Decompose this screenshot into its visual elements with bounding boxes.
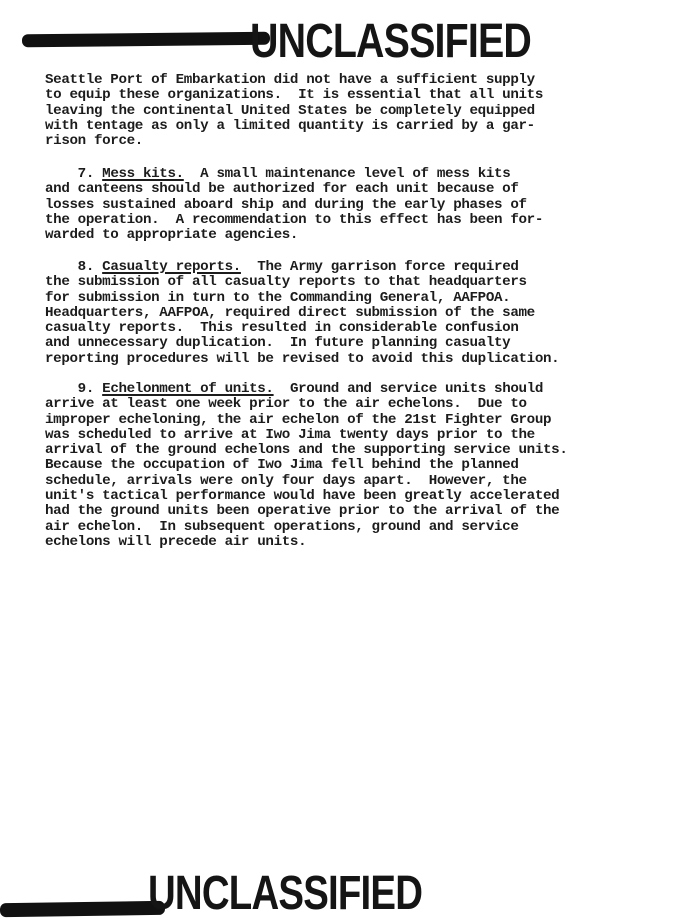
text-line: Headquarters, AAFPOA, required direct submission of the same (45, 304, 535, 321)
text-fragment: The Army garrison force required (257, 259, 519, 275)
text-line: casualty reports. This resulted in considerable confusion (45, 320, 519, 337)
paragraph-first-line (45, 260, 665, 275)
paragraph-mess-kits (45, 167, 665, 243)
text-fragment: A small maintenance level of mess kits (200, 166, 511, 182)
text-line: the operation. A recommendation to this effect has been for- (45, 211, 543, 228)
classification-stamp-bottom: UNCLASSIFIED (148, 867, 423, 920)
paragraph-heading: Casualty reports. (102, 259, 241, 275)
text-line: was scheduled to arrive at Iwo Jima twenty days prior to the (45, 426, 535, 443)
text-line: improper echeloning, the air echelon of the 21st Fighter Group (45, 411, 552, 428)
text-line: rison force. (45, 133, 143, 150)
text-line: reporting procedures will be revised to avoid this duplication. (45, 350, 560, 367)
text-line: and unnecessary duplication. In future planning casualty (45, 335, 511, 352)
paragraph-heading: Mess kits. (102, 166, 184, 182)
redaction-bar-bottom (0, 901, 165, 917)
text-line: to equip these organizations. It is essential that all units (45, 87, 543, 104)
text-line: arrival of the ground echelons and the supporting service units. (45, 442, 568, 459)
paragraph-heading: Echelonment of units. (102, 381, 274, 397)
text-line: Seattle Port of Embarkation did not have a sufficient supply (45, 72, 535, 88)
text-line: for submission in turn to the Commanding General, AAFPOA. (45, 289, 511, 306)
paragraph-number: 9. (77, 381, 94, 397)
text-line: with tentage as only a limited quantity is carried by a gar- (45, 117, 535, 134)
classification-stamp-top: UNCLASSIFIED (250, 15, 532, 68)
text-line: and canteens should be authorized for each unit because of (45, 181, 519, 198)
text-line: Because the occupation of Iwo Jima fell behind the planned (45, 457, 519, 474)
text-line: leaving the continental United States be completely equipped (45, 102, 535, 119)
paragraph-first-line (45, 167, 665, 182)
paragraph-echelonment (45, 382, 665, 550)
redaction-bar-top (22, 32, 270, 48)
text-line: schedule, arrivals were only four days apart. However, the (45, 472, 527, 489)
text-line: had the ground units been operative prior to the arrival of the (45, 503, 560, 520)
paragraph-casualty-reports (45, 260, 665, 367)
text-line: unit's tactical performance would have been greatly accelerated (45, 488, 560, 505)
text-line: the submission of all casualty reports to that headquarters (45, 274, 527, 291)
paragraph-number: 8. (77, 259, 94, 275)
text-fragment: Ground and service units should (289, 381, 544, 397)
text-line: echelons will precede air units. (45, 533, 307, 550)
text-line: arrive at least one week prior to the air echelons. Due to (45, 396, 527, 413)
text-line: losses sustained aboard ship and during the early phases of (45, 196, 527, 213)
text-line: warded to appropriate agencies. (45, 227, 299, 244)
paragraph-continuation (45, 73, 665, 149)
text-line: air echelon. In subsequent operations, ground and service (45, 518, 519, 535)
paragraph-number: 7. (77, 166, 94, 182)
paragraph-first-line (45, 382, 665, 397)
